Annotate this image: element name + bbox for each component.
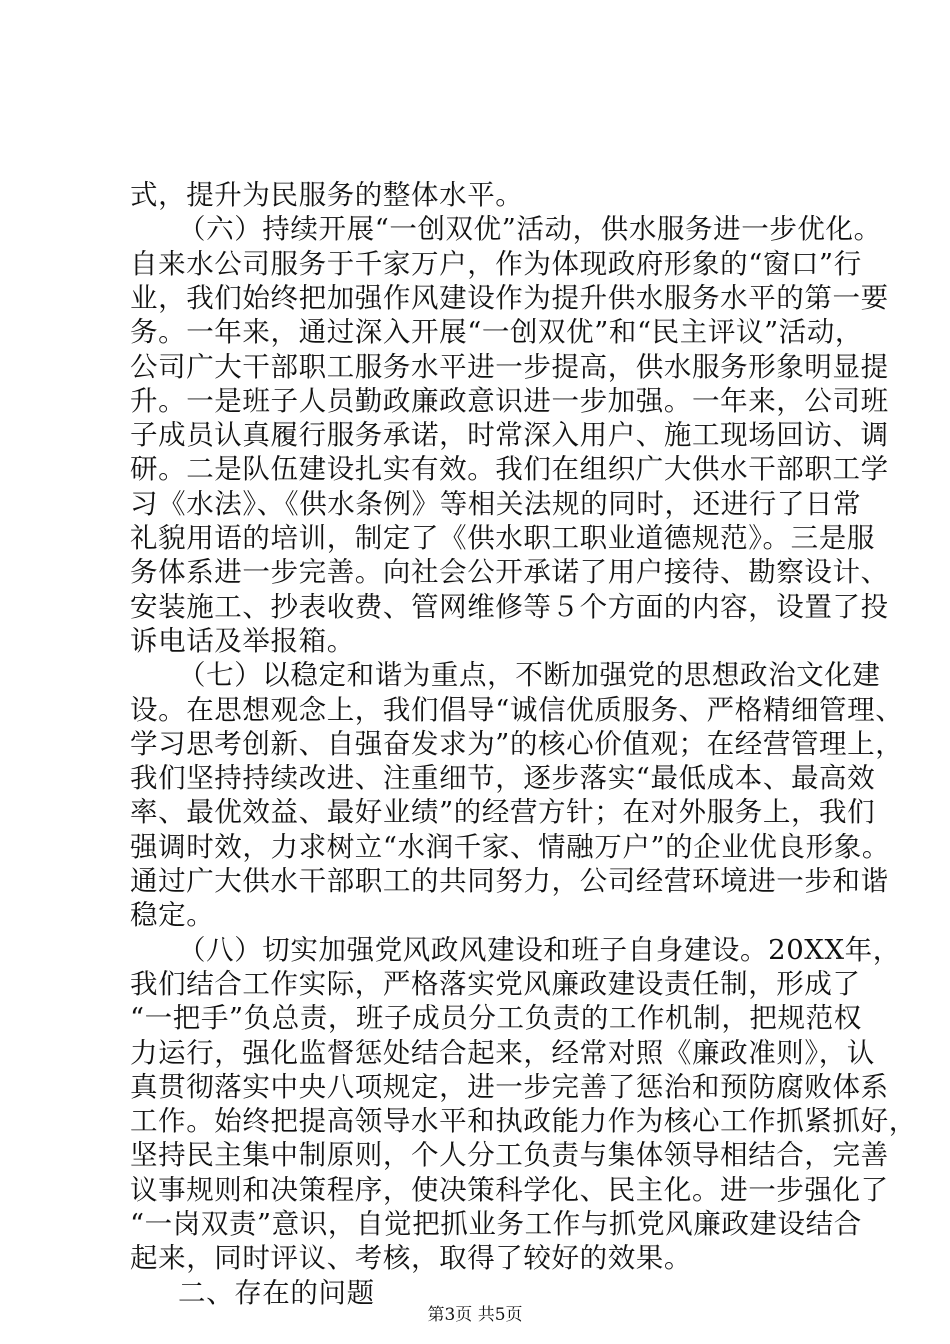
text-line: 升。一是班子人员勤政廉政意识进一步加强。一年来，公司班 (130, 385, 889, 417)
paragraph-7-heading-line: （七）以稳定和谐为重点，不断加强党的思想政治文化建 (178, 659, 881, 691)
text-line: 礼貌用语的培训，制定了《供水职工职业道德规范》。三是服 (130, 522, 875, 554)
text-line: “一把手”负总责，班子成员分工负责的工作机制，把规范权 (130, 1002, 862, 1034)
text-line: 率、最优效益、最好业绩”的经营方针；在对外服务上，我们 (130, 796, 876, 828)
text-line: “一岗双责”意识，自觉把抓业务工作与抓党风廉政建设结合 (130, 1208, 862, 1240)
text-line: 通过广大供水干部职工的共同努力，公司经营环境进一步和谐 (130, 865, 889, 897)
text-line: 力运行，强化监督惩处结合起来，经常对照《廉政准则》，认 (130, 1037, 875, 1069)
text-line: 式，提升为民服务的整体水平。 (130, 179, 524, 211)
text-line: 自来水公司服务于千家万户，作为体现政府形象的“窗口”行 (130, 248, 862, 280)
paragraph-6-heading-line: （六）持续开展“一创双优”活动，供水服务进一步优化。 (178, 213, 882, 245)
text-line: 真贯彻落实中央八项规定，进一步完善了惩治和预防腐败体系 (130, 1071, 889, 1103)
section-heading: 二、存在的问题 (178, 1277, 375, 1309)
text-line: 我们坚持持续改进、注重细节，逐步落实“最低成本、最高效 (130, 762, 876, 794)
text-line: 诉电话及举报箱。 (130, 625, 355, 657)
paragraph-8-heading-line: （八）切实加强党风政风建设和班子自身建设。20XX年， (178, 934, 901, 966)
text-line: 起来，同时评议、考核，取得了较好的效果。 (130, 1242, 692, 1274)
text-line: 强调时效，力求树立“水润千家、情融万户”的企业优良形象。 (130, 831, 890, 863)
text-line: 子成员认真履行服务承诺，时常深入用户、施工现场回访、调 (130, 419, 889, 451)
text-line: 稳定。 (130, 899, 215, 931)
text-line: 公司广大干部职工服务水平进一步提高，供水服务形象明显提 (130, 351, 889, 383)
text-line: 务体系进一步完善。向社会公开承诺了用户接待、勘察设计、 (130, 556, 889, 588)
text-line: 研。二是队伍建设扎实有效。我们在组织广大供水干部职工学 (130, 453, 889, 485)
text-line: 学习思考创新、自强奋发求为”的核心价值观；在经营管理上， (130, 728, 904, 760)
text-line: 设。在思想观念上，我们倡导“诚信优质服务、严格精细管理、 (130, 694, 904, 726)
text-line: 议事规则和决策程序，使决策科学化、民主化。进一步强化了 (130, 1174, 889, 1206)
text-line: 安装施工、抄表收费、管网维修等５个方面的内容，设置了投 (130, 591, 889, 623)
text-line: 坚持民主集中制原则，个人分工负责与集体领导相结合，完善 (130, 1139, 889, 1171)
page-number-footer: 第3页 共5页 (427, 1305, 523, 1325)
text-line: 务。一年来，通过深入开展“一创双优”和“民主评议”活动， (130, 316, 864, 348)
text-line: 我们结合工作实际，严格落实党风廉政建设责任制，形成了 (130, 968, 861, 1000)
text-line: 习《水法》、《供水条例》等相关法规的同时，还进行了日常 (130, 488, 862, 520)
text-line: 工作。始终把提高领导水平和执政能力作为核心工作抓紧抓好， (130, 1105, 917, 1137)
text-line: 业，我们始终把加强作风建设作为提升供水服务水平的第一要 (130, 282, 889, 314)
